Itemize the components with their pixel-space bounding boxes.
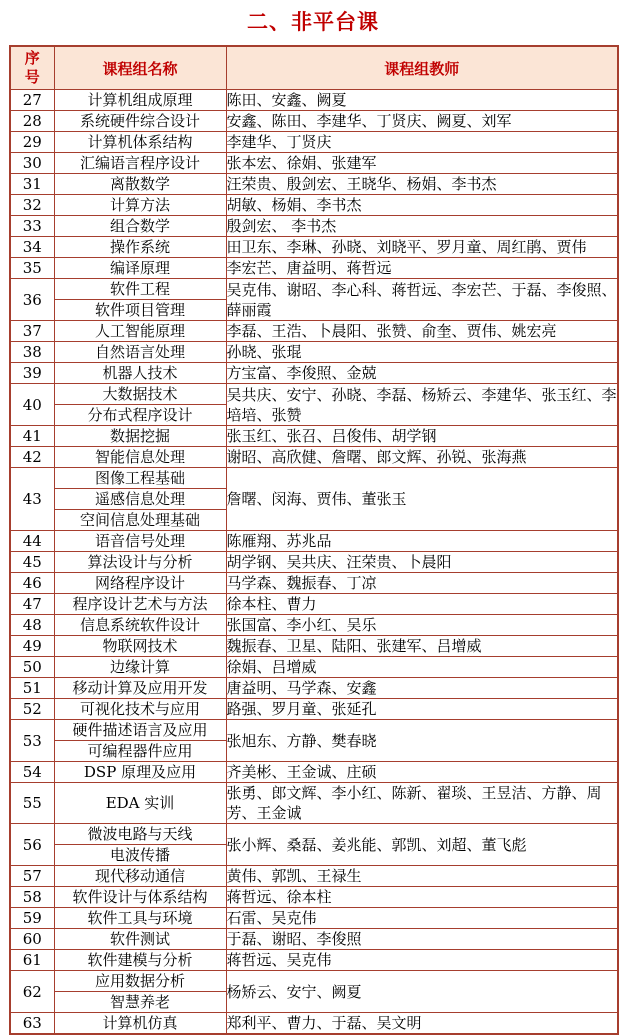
teachers-cell: 唐益明、马学森、安鑫 [226, 678, 618, 699]
table-row [10, 657, 618, 678]
course-table-header [10, 46, 618, 90]
row-number-cell: 61 [10, 950, 54, 971]
course-name-cell: 计算机组成原理 [54, 90, 226, 111]
teachers-cell: 胡学钢、吴共庆、汪荣贵、卜晨阳 [226, 552, 618, 573]
table-row [10, 321, 618, 342]
teachers-cell: 黄伟、郭凯、王禄生 [226, 866, 618, 887]
teachers-cell: 安鑫、陈田、李建华、丁贤庆、阙夏、刘军 [226, 111, 618, 132]
row-number-cell: 58 [10, 887, 54, 908]
course-name-cell: 硬件描述语言及应用 [54, 720, 226, 741]
table-row [10, 363, 618, 384]
teachers-cell: 路强、罗月童、张延孔 [226, 699, 618, 720]
row-number-cell: 56 [10, 824, 54, 866]
row-number-cell: 44 [10, 531, 54, 552]
course-name-cell: 软件项目管理 [54, 300, 226, 321]
teachers-cell: 徐娟、吕增威 [226, 657, 618, 678]
course-name-cell: 汇编语言程序设计 [54, 153, 226, 174]
row-number-cell: 31 [10, 174, 54, 195]
teachers-cell: 蒋哲远、吴克伟 [226, 950, 618, 971]
teachers-cell: 郑利平、曹力、于磊、吴文明 [226, 1013, 618, 1035]
course-table-body [10, 90, 618, 1035]
header-row [10, 46, 618, 90]
header-no-label: 序号 [24, 49, 40, 86]
row-number-cell: 52 [10, 699, 54, 720]
teachers-cell: 李磊、王浩、卜晨阳、张赞、俞奎、贾伟、姚宏亮 [226, 321, 618, 342]
row-number-cell: 27 [10, 90, 54, 111]
course-name-cell: 人工智能原理 [54, 321, 226, 342]
row-number-cell: 47 [10, 594, 54, 615]
course-name-cell: 信息系统软件设计 [54, 615, 226, 636]
course-name-cell: 空间信息处理基础 [54, 510, 226, 531]
course-name-cell: 可视化技术与应用 [54, 699, 226, 720]
teachers-cell: 徐本柱、曹力 [226, 594, 618, 615]
row-number-cell: 62 [10, 971, 54, 1013]
table-row [10, 887, 618, 908]
course-name-cell: 离散数学 [54, 174, 226, 195]
teachers-cell: 田卫东、李琳、孙晓、刘晓平、罗月童、周红鹃、贾伟 [226, 237, 618, 258]
table-row [10, 132, 618, 153]
teachers-cell: 张玉红、张召、吕俊伟、胡学钢 [226, 426, 618, 447]
row-number-cell: 35 [10, 258, 54, 279]
row-number-cell: 51 [10, 678, 54, 699]
course-name-cell: 应用数据分析 [54, 971, 226, 992]
table-row [10, 216, 618, 237]
course-name-cell: 软件设计与体系结构 [54, 887, 226, 908]
course-table [9, 45, 619, 1035]
row-number-cell: 50 [10, 657, 54, 678]
row-number-cell: 53 [10, 720, 54, 762]
course-name-cell: 机器人技术 [54, 363, 226, 384]
course-name-cell: 智能信息处理 [54, 447, 226, 468]
table-row [10, 573, 618, 594]
teachers-cell: 魏振春、卫星、陆阳、张建军、吕增威 [226, 636, 618, 657]
row-number-cell: 57 [10, 866, 54, 887]
table-row [10, 384, 618, 405]
teachers-cell: 孙晓、张琨 [226, 342, 618, 363]
course-name-cell: 电波传播 [54, 845, 226, 866]
course-name-cell: 网络程序设计 [54, 573, 226, 594]
row-number-cell: 42 [10, 447, 54, 468]
row-number-cell: 48 [10, 615, 54, 636]
course-name-cell: 移动计算及应用开发 [54, 678, 226, 699]
row-number-cell: 36 [10, 279, 54, 321]
course-name-cell: 边缘计算 [54, 657, 226, 678]
row-number-cell: 43 [10, 468, 54, 531]
course-name-cell: 操作系统 [54, 237, 226, 258]
row-number-cell: 49 [10, 636, 54, 657]
teachers-cell: 胡敏、杨娟、李书杰 [226, 195, 618, 216]
row-number-cell: 30 [10, 153, 54, 174]
teachers-cell: 杨矫云、安宁、阙夏 [226, 971, 618, 1013]
teachers-cell: 张本宏、徐娟、张建军 [226, 153, 618, 174]
row-number-cell: 37 [10, 321, 54, 342]
course-name-cell: 数据挖掘 [54, 426, 226, 447]
row-number-cell: 28 [10, 111, 54, 132]
table-row [10, 447, 618, 468]
teachers-cell: 方宝富、李俊照、金兢 [226, 363, 618, 384]
row-number-cell: 40 [10, 384, 54, 426]
table-row [10, 237, 618, 258]
table-row [10, 762, 618, 783]
table-row [10, 908, 618, 929]
table-row [10, 594, 618, 615]
teachers-cell: 汪荣贵、殷剑宏、王晓华、杨娟、李书杰 [226, 174, 618, 195]
table-row [10, 615, 618, 636]
table-row [10, 866, 618, 887]
row-number-cell: 39 [10, 363, 54, 384]
course-name-cell: 现代移动通信 [54, 866, 226, 887]
table-row [10, 531, 618, 552]
course-name-cell: 物联网技术 [54, 636, 226, 657]
table-row [10, 342, 618, 363]
course-name-cell: 软件工具与环境 [54, 908, 226, 929]
teachers-cell: 吴共庆、安宁、孙晓、李磊、杨矫云、李建华、张玉红、李培培、张赞 [226, 385, 617, 424]
row-number-cell: 34 [10, 237, 54, 258]
course-name-cell: 软件测试 [54, 929, 226, 950]
course-name-cell: 自然语言处理 [54, 342, 226, 363]
row-number-cell: 60 [10, 929, 54, 950]
course-name-cell: 语音信号处理 [54, 531, 226, 552]
table-row [10, 1013, 618, 1035]
row-number-cell: 63 [10, 1013, 54, 1035]
row-number-cell: 59 [10, 908, 54, 929]
course-name-cell: 可编程器件应用 [54, 741, 226, 762]
teachers-cell: 谢昭、高欣健、詹曙、郎文辉、孙锐、张海燕 [226, 447, 618, 468]
course-name-cell: 组合数学 [54, 216, 226, 237]
row-number-cell: 55 [10, 783, 54, 824]
table-row [10, 720, 618, 741]
table-row [10, 636, 618, 657]
teachers-cell: 张小辉、桑磊、姜兆能、郭凯、刘超、董飞彪 [226, 824, 618, 866]
course-name-cell: 程序设计艺术与方法 [54, 594, 226, 615]
table-row [10, 195, 618, 216]
course-name-cell: 软件建模与分析 [54, 950, 226, 971]
teachers-cell: 李宏芒、唐益明、蒋哲远 [226, 258, 618, 279]
table-row [10, 258, 618, 279]
course-name-cell: EDA 实训 [54, 783, 226, 824]
teachers-cell: 詹曙、闵海、贾伟、董张玉 [226, 468, 618, 531]
course-name-cell: 算法设计与分析 [54, 552, 226, 573]
table-row [10, 929, 618, 950]
table-row [10, 279, 618, 300]
course-name-cell: 计算机体系结构 [54, 132, 226, 153]
table-row [10, 699, 618, 720]
course-name-cell: 计算机仿真 [54, 1013, 226, 1035]
header-cell-teachers: 课程组教师 [226, 46, 618, 90]
teachers-cell: 李建华、丁贤庆 [226, 132, 618, 153]
table-row [10, 174, 618, 195]
course-name-cell: 遥感信息处理 [54, 489, 226, 510]
course-name-cell: DSP 原理及应用 [54, 762, 226, 783]
table-row [10, 153, 618, 174]
table-row [10, 111, 618, 132]
teachers-cell: 蒋哲远、徐本柱 [226, 887, 618, 908]
row-number-cell: 32 [10, 195, 54, 216]
teachers-cell: 殷剑宏、 李书杰 [226, 216, 618, 237]
page-title: 二、非平台课 [247, 11, 379, 34]
row-number-cell: 41 [10, 426, 54, 447]
table-row [10, 824, 618, 845]
teachers-cell: 齐美彬、王金诚、庄硕 [226, 762, 618, 783]
row-number-cell: 38 [10, 342, 54, 363]
table-row [10, 90, 618, 111]
teachers-cell: 吴克伟、谢昭、李心科、蒋哲远、李宏芒、于磊、李俊照、薛丽霞 [226, 280, 617, 319]
table-row [10, 678, 618, 699]
teachers-cell: 石雷、吴克伟 [226, 908, 618, 929]
course-name-cell: 分布式程序设计 [54, 405, 226, 426]
teachers-cell: 张旭东、方静、樊春晓 [226, 720, 618, 762]
teachers-cell: 陈雁翔、苏兆品 [226, 531, 618, 552]
course-name-cell: 软件工程 [54, 279, 226, 300]
course-name-cell: 编译原理 [54, 258, 226, 279]
row-number-cell: 54 [10, 762, 54, 783]
course-name-cell: 智慧养老 [54, 992, 226, 1013]
teachers-cell: 张勇、郎文辉、李小红、陈新、翟琰、王昱洁、方静、周芳、王金诚 [226, 783, 618, 824]
table-row [10, 950, 618, 971]
table-row [10, 426, 618, 447]
row-number-cell: 29 [10, 132, 54, 153]
teachers-cell: 张国富、李小红、吴乐 [226, 615, 618, 636]
row-number-cell: 33 [10, 216, 54, 237]
header-cell-no [10, 46, 54, 90]
teachers-cell: 陈田、安鑫、阙夏 [226, 90, 618, 111]
course-name-cell: 计算方法 [54, 195, 226, 216]
course-name-cell: 微波电路与天线 [54, 824, 226, 845]
row-number-cell: 46 [10, 573, 54, 594]
course-name-cell: 图像工程基础 [54, 468, 226, 489]
table-row [10, 971, 618, 992]
table-row [10, 468, 618, 489]
course-name-cell: 系统硬件综合设计 [54, 111, 226, 132]
header-cell-course: 课程组名称 [54, 46, 226, 90]
row-number-cell: 45 [10, 552, 54, 573]
course-name-cell: 大数据技术 [54, 384, 226, 405]
table-row [10, 783, 618, 824]
table-row [10, 552, 618, 573]
teachers-cell: 于磊、谢昭、李俊照 [226, 929, 618, 950]
teachers-cell: 马学森、魏振春、丁凉 [226, 573, 618, 594]
